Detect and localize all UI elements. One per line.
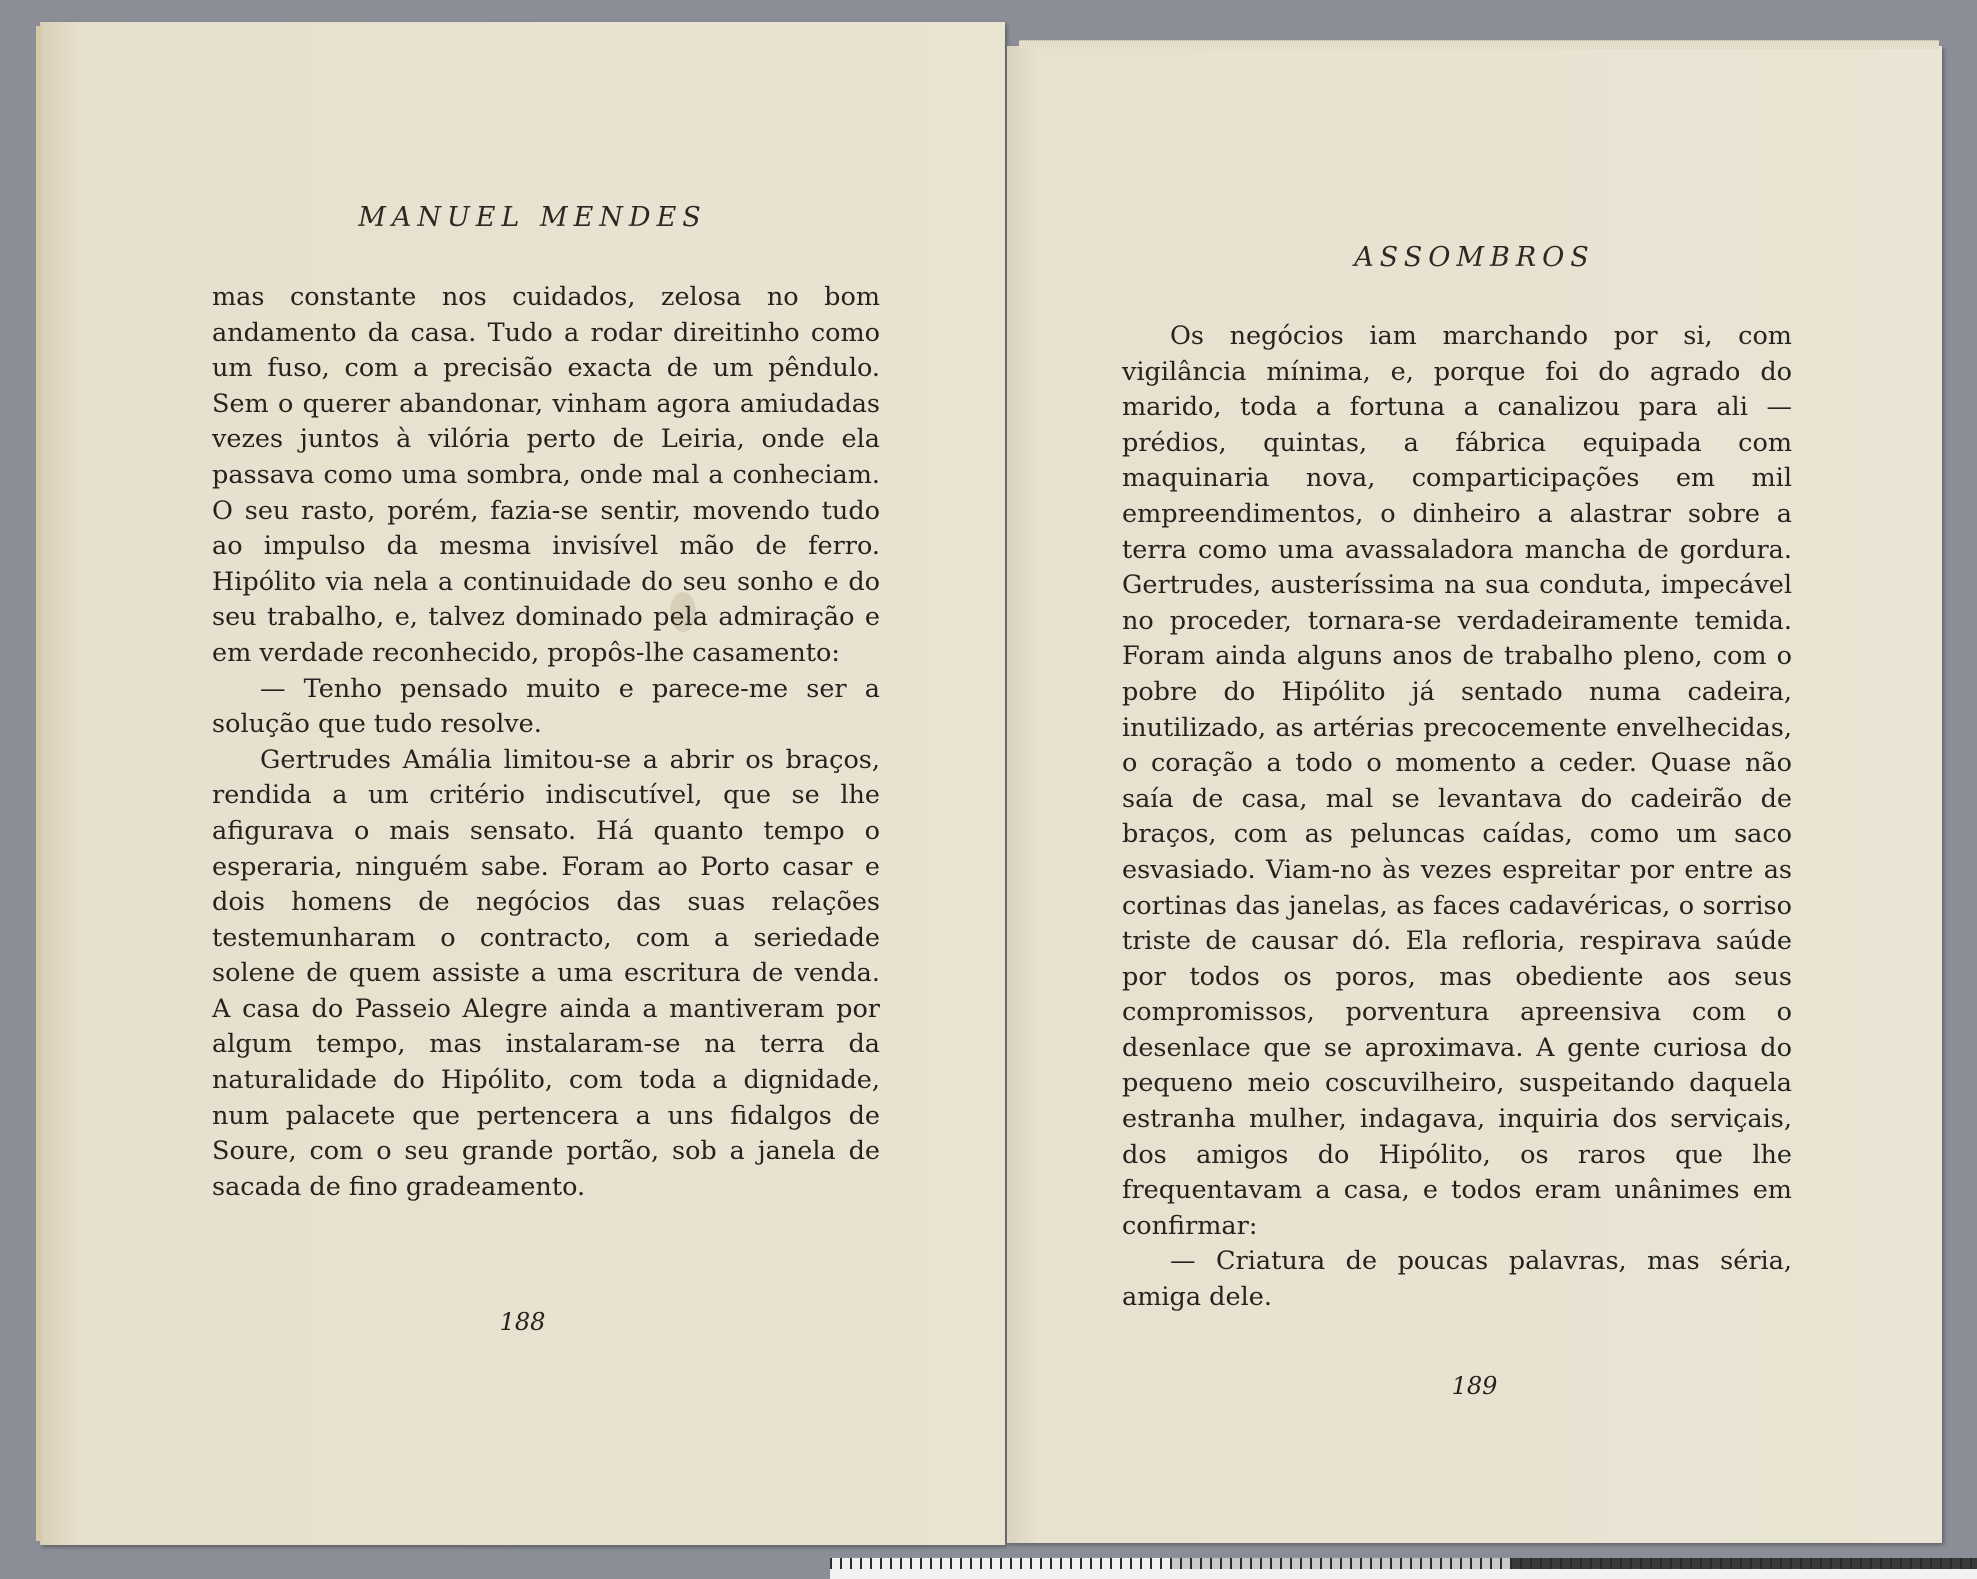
right-paragraph: — Criatura de poucas palavras, mas séria, amiga dele.: [1122, 1246, 1792, 1313]
left-paragraph: — Tenho pensado muito e parece-me ser a solução que tudo resolve.: [212, 673, 880, 740]
left-text-block: [212, 280, 880, 1205]
right-text-block: [1122, 319, 1792, 1316]
left-page: [40, 22, 1005, 1545]
left-paragraph: Gertrudes Amália limitou-se a abrir os braços, rendida a um critério indiscutível, que se lhe afigurava o mais sensato. Há quanto tempo o esperaria, ninguém sabe. Foram ao Porto casar e dois homens de negócios das suas relações testemunharam o contracto, com a seriedade solene de quem assiste a uma escritura de venda. A casa do Passeio Alegre ainda a mantiveram por algum tempo, mas instalaram-se na terra da naturalidade do Hipólito, com toda a dignidade, num palacete que pertencera a uns fidalgos de Soure, com o seu grande portão, sob a janela de sacada de fino gradeamento.: [212, 744, 880, 1202]
left-running-head: MANUEL MENDES: [358, 202, 707, 233]
right-running-head: ASSOMBROS: [1354, 242, 1595, 273]
right-page: [1007, 46, 1942, 1543]
right-page-number: 189: [1451, 1372, 1498, 1400]
right-paragraph: Os negócios iam marchando por si, com vigilância mínima, e, porque foi do agrado do marido, toda a fortuna a canalizou para ali — prédios, quintas, a fábrica equipada com maquinaria nova, comparticipações em mil empreendimentos, o dinheiro a alastrar sobre a terra como uma avassaladora mancha de gordura. Gertrudes, austeríssima na sua conduta, impecável no proceder, tornara-se verdadeiramente temida. Foram ainda alguns anos de trabalho pleno, com o pobre do Hipólito já sentado numa cadeira, inutilizado, as artérias precocemente envelhecidas, o coração a todo o momento a ceder. Quase não saía de casa, mal se levantava do cadeirão de braços, com as peluncas caídas, como um saco esvasiado. Viam-no às vezes espreitar por entre as cortinas das janelas, as faces cadavéricas, o sorriso triste de causar dó. Ela refloria, respirava saúde por todos os poros, mas obediente aos seus compromissos, porventura apreensiva com o desenlace que se aproximava. A gente curiosa do pequeno meio coscuvilheiro, suspeitando daquela estranha mulher, indagava, inquiria dos serviçais, dos amigos do Hipólito, os raros que lhe frequentavam a casa, e todos eram unânimes em confirmar:: [1122, 321, 1792, 1241]
color-scale-bar: [830, 1558, 1977, 1579]
left-paragraph: mas constante nos cuidados, zelosa no bom andamento da casa. Tudo a rodar direitinho como um fuso, com a precisão exacta de um pêndulo. Sem o querer abandonar, vinham agora amiudadas vezes juntos à vilória perto de Leiria, onde ela passava como uma sombra, onde mal a conheciam. O seu rasto, porém, fazia-se sentir, movendo tudo ao impulso da mesma invisível mão de ferro. Hipólito via nela a continuidade do seu sonho e do seu trabalho, e, talvez dominado pela admiração e em verdade reconhecido, propôs-lhe casamento:: [212, 282, 880, 668]
left-page-number: 188: [499, 1308, 546, 1336]
